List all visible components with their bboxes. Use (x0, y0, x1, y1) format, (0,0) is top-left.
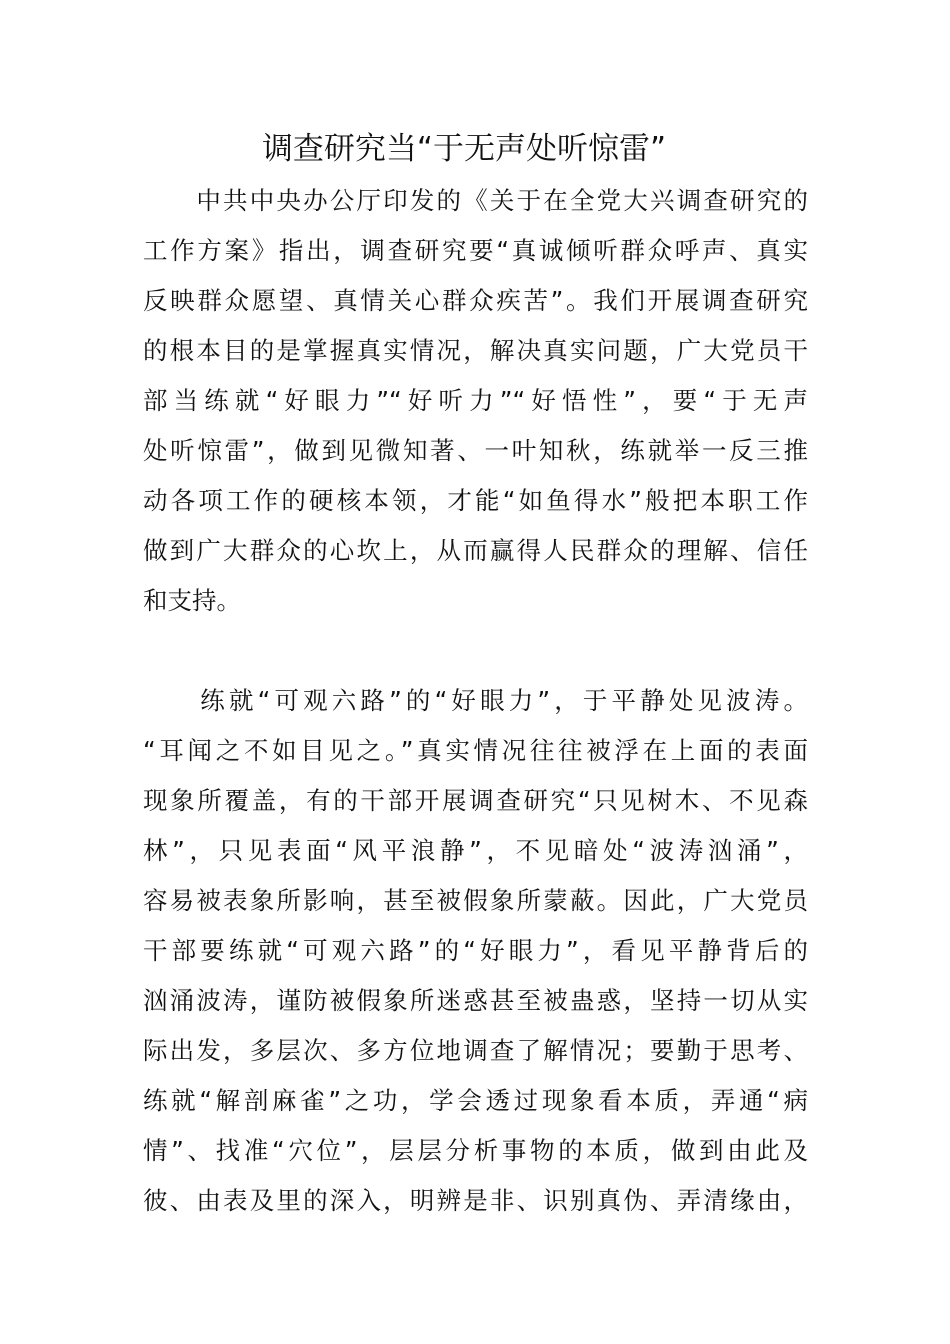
paragraph-line: “耳闻之不如目见之。”真实情况往往被浮在上面的表面 (143, 736, 808, 765)
paragraph-line: 林”，只见表面“风平浪静”，不见暗处“波涛汹涌”， (143, 836, 808, 865)
paragraph-line: 部当练就“好眼力”“好听力”“好悟性”，要“于无声 (143, 386, 808, 415)
paragraph-line: 现象所覆盖，有的干部开展调查研究“只见树木、不见森 (143, 786, 808, 815)
paragraph-line: 做到广大群众的心坎上，从而赢得人民群众的理解、信任 (143, 536, 808, 565)
paragraph-line: 练就“可观六路”的“好眼力”，于平静处见波涛。 (143, 686, 808, 715)
document-title: 调查研究当“于无声处听惊雷” (261, 131, 667, 167)
paragraph-line: 反映群众愿望、真情关心群众疾苦”。我们开展调查研究 (143, 286, 808, 315)
paragraph-line: 汹涌波涛，谨防被假象所迷惑甚至被蛊惑，坚持一切从实 (143, 986, 808, 1015)
paragraph-line: 容易被表象所影响，甚至被假象所蒙蔽。因此，广大党员 (143, 886, 808, 915)
paragraph-line: 工作方案》指出，调查研究要“真诚倾听群众呼声、真实 (143, 236, 808, 265)
paragraph-line: 和支持。 (143, 586, 241, 615)
paragraph-line: 情”、找准“穴位”，层层分析事物的本质，做到由此及 (143, 1136, 808, 1165)
paragraph-line: 干部要练就“可观六路”的“好眼力”，看见平静背后的 (143, 936, 808, 965)
paragraph-line: 际出发，多层次、多方位地调查了解情况；要勤于思考、 (143, 1036, 808, 1065)
paragraph-line: 彼、由表及里的深入，明辨是非、识别真伪、弄清缘由， (143, 1186, 808, 1215)
paragraph-1 (143, 176, 808, 626)
paragraph-line: 中共中央办公厅印发的《关于在全党大兴调查研究的 (143, 186, 808, 215)
paragraph-line: 动各项工作的硬核本领，才能“如鱼得水”般把本职工作 (143, 486, 808, 515)
paragraph-line: 练就“解剖麻雀”之功，学会透过现象看本质，弄通“病 (143, 1086, 808, 1115)
paragraph-line: 的根本目的是掌握真实情况，解决真实问题，广大党员干 (143, 336, 808, 365)
paragraph-2 (143, 676, 808, 1226)
paragraph-line: 处听惊雷”，做到见微知著、一叶知秋，练就举一反三推 (143, 436, 808, 465)
